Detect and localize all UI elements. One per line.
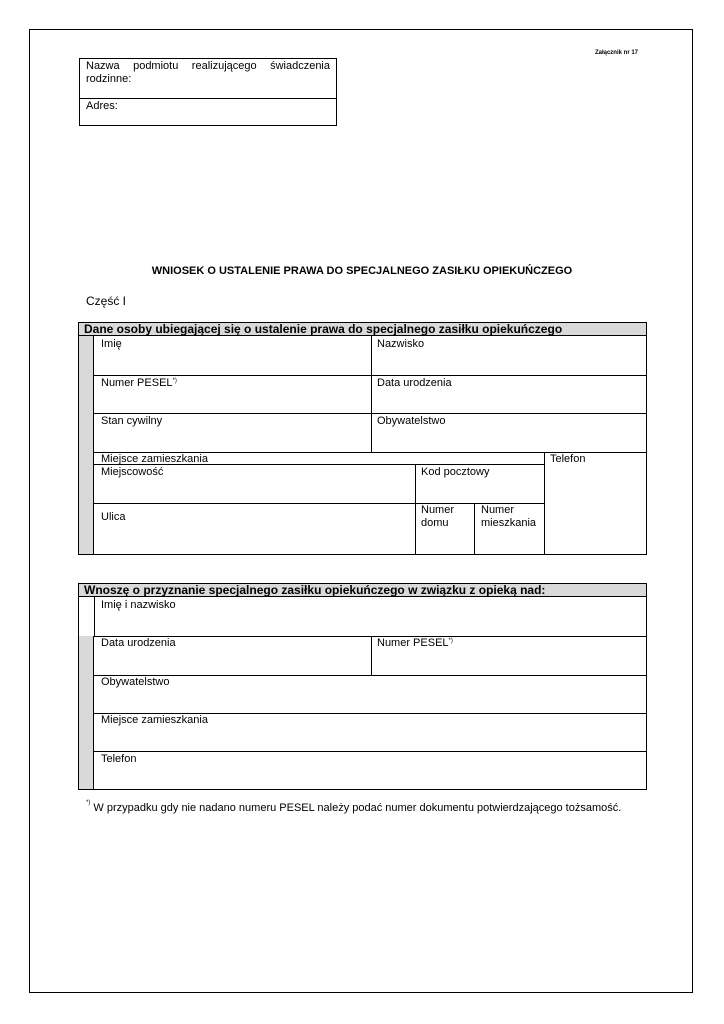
house-number-label: Numer (421, 504, 455, 516)
entity-box (79, 58, 337, 126)
entity-name-word: świadczenia (270, 60, 330, 72)
section-side-bar (79, 636, 94, 789)
residence-label: Miejsce zamieszkania (101, 453, 208, 465)
locality-field[interactable]: Miejscowość (101, 466, 164, 478)
care-residence-field[interactable]: Miejsce zamieszkania (101, 714, 208, 726)
first-name-field[interactable]: Imię (101, 338, 122, 350)
care-pesel-footnote-mark: *) (448, 638, 453, 644)
pesel-footnote-mark: *) (172, 378, 177, 384)
care-citizenship-field[interactable]: Obywatelstwo (101, 676, 170, 688)
citizenship-field[interactable]: Obywatelstwo (377, 415, 446, 427)
footnote-text: W przypadku gdy nie nadano numeru PESEL należy podać numer dokumentu potwierdzającego tożsamość. (90, 802, 622, 814)
entity-name-field[interactable] (80, 59, 336, 99)
care-phone-field[interactable]: Telefon (101, 753, 137, 765)
apartment-number-label: mieszkania (481, 517, 537, 529)
care-pesel-field[interactable] (377, 637, 453, 650)
document-title: WNIOSEK O USTALENIE PRAWA DO SPECJALNEGO ZASIŁKU OPIEKUŃCZEGO (151, 265, 573, 277)
last-name-field[interactable]: Nazwisko (377, 338, 425, 350)
apartment-number-field[interactable] (481, 504, 536, 530)
entity-name-word: realizującego (191, 60, 257, 72)
care-birth-date-field[interactable]: Data urodzenia (101, 637, 176, 649)
section-side-bar (79, 336, 94, 554)
applicant-section-header: Dane osoby ubiegającej się o ustalenie prawa do specjalnego zasiłku opiekuńczego (79, 323, 646, 336)
care-pesel-label: Numer PESEL (377, 637, 449, 649)
pesel-label: Numer PESEL (101, 377, 173, 389)
applicant-section (78, 322, 647, 555)
attachment-label: Załącznik nr 17 (594, 50, 638, 56)
entity-address-label: Adres: (86, 100, 118, 112)
pesel-field[interactable] (101, 377, 177, 390)
street-field[interactable]: Ulica (101, 511, 126, 523)
house-number-field[interactable] (421, 504, 454, 530)
phone-field[interactable]: Telefon (550, 453, 586, 465)
entity-name-word: Nazwa (86, 60, 120, 72)
apartment-number-label: Numer (481, 504, 515, 516)
entity-name-word: podmiotu (133, 60, 179, 72)
house-number-label: domu (421, 517, 449, 529)
part-label: Część I (86, 294, 127, 308)
entity-name-line2: rodzinne: (86, 73, 132, 85)
care-full-name-field[interactable]: Imię i nazwisko (101, 599, 176, 611)
care-recipient-section (78, 583, 647, 790)
marital-status-field[interactable]: Stan cywilny (101, 415, 163, 427)
footnote-mark: *) (86, 800, 91, 806)
postal-code-field[interactable]: Kod pocztowy (421, 466, 490, 478)
birth-date-field[interactable]: Data urodzenia (377, 377, 452, 389)
care-recipient-section-header: Wnoszę o przyznanie specjalnego zasiłku opiekuńczego w związku z opieką nad: (79, 584, 646, 597)
pesel-footnote (86, 802, 621, 814)
